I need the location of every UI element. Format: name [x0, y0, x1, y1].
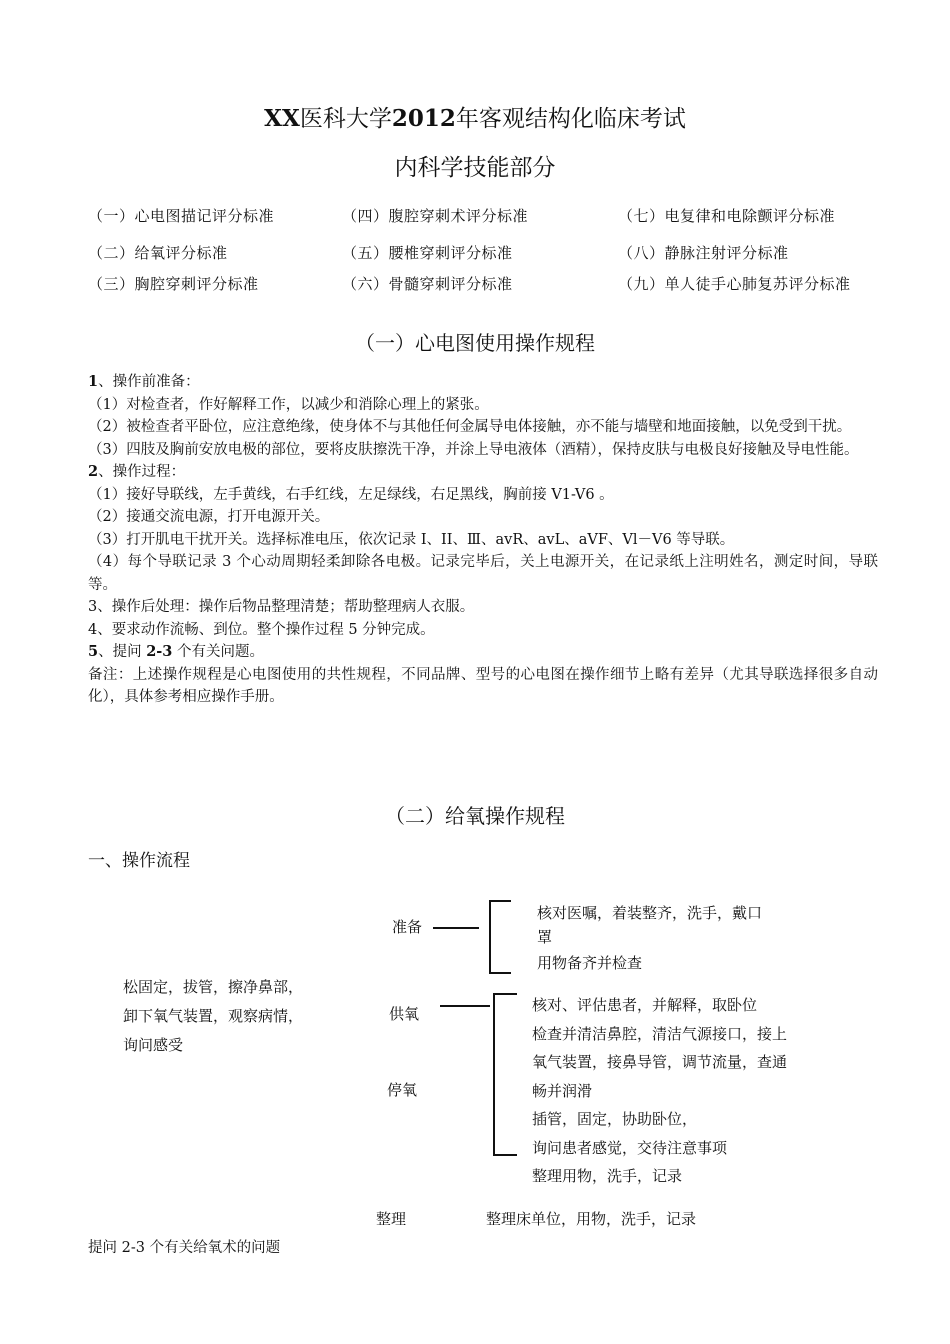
- tidy-text: 整理床单位，用物，洗手，记录: [486, 1210, 697, 1228]
- step-item: （2）被检查者平卧位，应注意绝缘，使身体不与其他任何金属导电体接触，亦不能与墙壁和地面接触，以免受到干扰。: [88, 419, 852, 435]
- step-item: （1）接好导联线，左手黄线，右手红线，左足绿线，右足黑线，胸前接 V1-V6 。: [88, 486, 614, 503]
- title-mid: 医科大学: [299, 106, 392, 132]
- step-item: （3）四肢及胸前安放电极的部位，要将皮肤擦洗干净，并涂上导电液体（酒精），保持皮肤与电极良好接触及导电性能。: [88, 441, 859, 458]
- ecg-procedure: [88, 371, 878, 709]
- supply-item: 氧气装置，接鼻导管，调节流量，查通: [532, 1053, 788, 1071]
- step-heading: 5、提问 2-3 个有关问题。: [88, 643, 265, 660]
- step-tidy: 整理: [376, 1210, 407, 1228]
- flow-left-text: 卸下氧气装置，观察病情，: [123, 1007, 304, 1025]
- step-stop: 停氧: [387, 1081, 418, 1099]
- supply-item: 插管，固定，协助卧位，: [532, 1110, 698, 1128]
- document-subtitle: 内科学技能部分: [394, 155, 556, 181]
- step-prep: 准备: [392, 918, 423, 936]
- note: 备注：上述操作规程是心电图使用的共性规程，不同品牌、型号的心电图在操作细节上略有差异（尤其导联选择很多自动化），具体参考相应操作手册。: [88, 666, 878, 705]
- connector-line: [440, 1005, 490, 1007]
- supply-item: 检查并清洁鼻腔，清洁气源接口，接上: [532, 1025, 788, 1043]
- toc-item: （三）胸腔穿刺评分标准: [88, 275, 259, 293]
- supply-item: 询问患者感觉，交待注意事项: [532, 1139, 728, 1157]
- step-item: （3）打开肌电干扰开关。选择标准电压，依次记录 I、II、Ⅲ、avR、avL、aVF、Vl－V6 等导联。: [88, 531, 735, 548]
- toc-item: （四）腹腔穿刺术评分标准: [342, 207, 529, 225]
- title-year: 2012: [391, 105, 456, 132]
- step-supply: 供氧: [389, 1005, 420, 1023]
- bracket-vertical: [489, 900, 491, 973]
- toc-item: （五）腰椎穿刺评分标准: [342, 244, 513, 262]
- title-suffix: 年客观结构化临床考试: [455, 106, 686, 132]
- toc-item: （二）给氧评分标准: [88, 244, 228, 262]
- step-item: （2）接通交流电源，打开电源开关。: [88, 509, 330, 525]
- step-item: （4）每个导联记录 3 个心动周期轻柔卸除各电极。记录完毕后，关上电源开关，在记录纸上注明姓名，测定时间，导联等。: [88, 554, 878, 593]
- step-item: （1）对检查者，作好解释工作，以减少和消除心理上的紧张。: [88, 396, 489, 413]
- bracket-top: [493, 993, 517, 995]
- bracket-bottom: [493, 1154, 517, 1156]
- toc-item: （六）骨髓穿刺评分标准: [342, 275, 513, 293]
- bracket-vertical: [493, 993, 495, 1155]
- bracket-bottom: [489, 972, 511, 974]
- step-heading: 3、操作后处理：操作后物品整理清楚；帮助整理病人衣服。: [88, 599, 475, 615]
- document-title: [0, 100, 950, 133]
- toc-item: （九）单人徒手心肺复苏评分标准: [618, 275, 851, 293]
- prep-item: 核对医嘱，着装整齐，洗手，戴口: [537, 904, 763, 922]
- oxygen-question: 提问 2-3 个有关给氧术的问题: [88, 1240, 281, 1256]
- connector-line: [433, 927, 479, 929]
- section-title-ecg: （一）心电图使用操作规程: [355, 331, 595, 355]
- step-heading: 1、操作前准备：: [88, 373, 200, 390]
- flow-left-text: 询问感受: [123, 1036, 184, 1054]
- step-heading: 2、操作过程：: [88, 463, 186, 480]
- flow-left-text: 松固定，拔管，擦净鼻部，: [123, 978, 304, 996]
- toc-item: （七）电复律和电除颤评分标准: [618, 207, 836, 225]
- supply-item: 畅并润滑: [532, 1082, 593, 1100]
- prep-item: 罩: [537, 928, 553, 946]
- supply-item: 整理用物，洗手，记录: [532, 1167, 683, 1185]
- title-prefix: XX: [264, 105, 300, 132]
- toc-item: （一）心电图描记评分标准: [88, 207, 275, 225]
- section-title-oxygen: （二）给氧操作规程: [385, 804, 565, 828]
- step-heading: 4、要求动作流畅、到位。整个操作过程 5 分钟完成。: [88, 621, 435, 638]
- supply-item: 核对、评估患者，并解释，取卧位: [532, 996, 758, 1014]
- prep-item: 用物备齐并检查: [537, 954, 643, 972]
- toc-item: （八）静脉注射评分标准: [618, 244, 789, 262]
- flow-subtitle: 一、操作流程: [88, 851, 190, 871]
- bracket-top: [489, 900, 511, 902]
